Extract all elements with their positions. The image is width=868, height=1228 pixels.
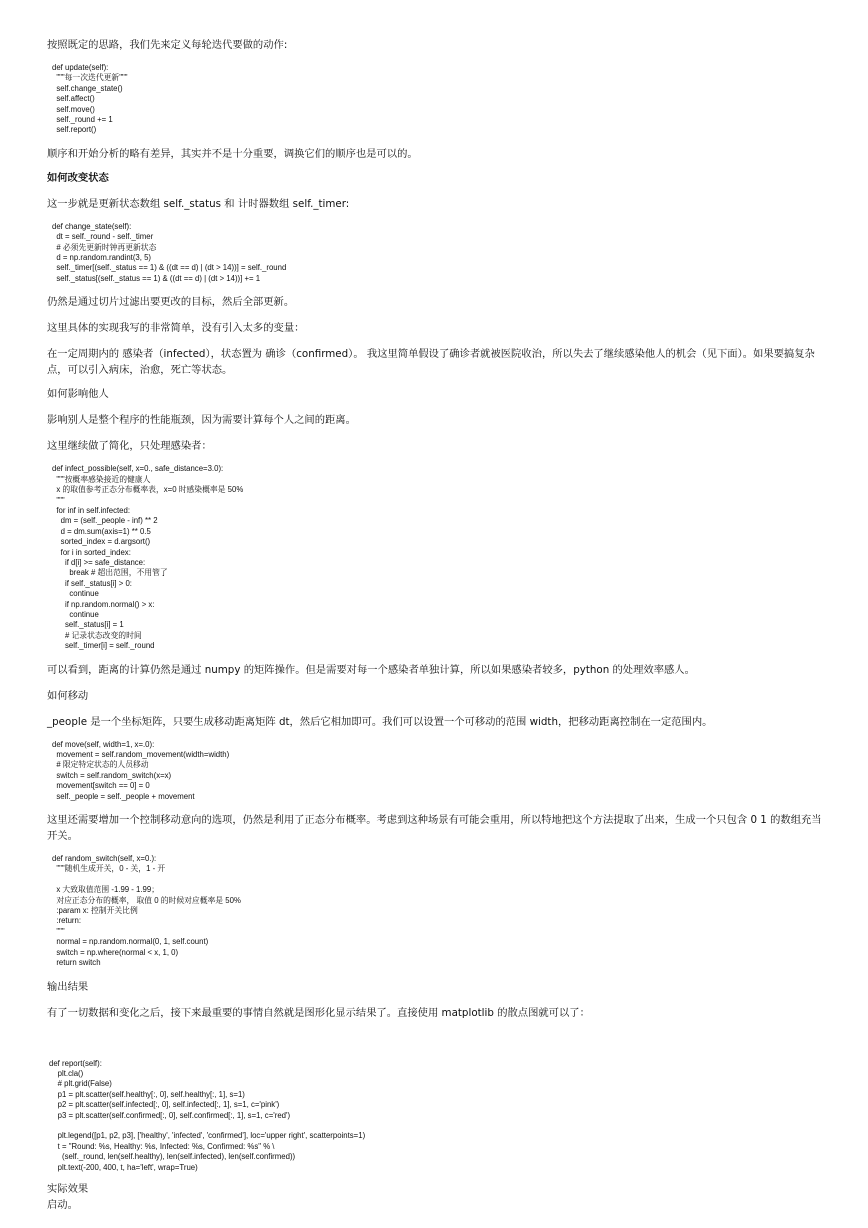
heading-output: 输出结果 [47, 980, 89, 993]
start-text: 启动。 [47, 1198, 78, 1211]
simple-text: 这里具体的实现我写的非常简单，没有引入太多的变量： [47, 322, 305, 335]
code-infect: def infect_possible(self, x=0., safe_distance=3.0): """按概率感染接近的健康人 x 的取值参考正态分布概率表，x=0 时感染概率是 50% """ for inf in self.infected: dm = (self._people - inf) ** 2 d = dm.sum(axis=1) ** 0.5 sorted_index = d.argsort() for i in sorted_index: if d[i] >= safe_distance: break # 超出范围，不用管了 if self._status[i] > 0: continue if np.random.normal() > x: continue self._status[i] = 1 # 记录状态改变的时间 self._timer[i] = self._round [52, 464, 244, 651]
output-text: 有了一切数据和变化之后，接下来最重要的事情自然就是图形化显示结果了。直接使用 matplotlib 的散点图就可以了： [47, 1006, 590, 1019]
heading-change-state: 如何改变状态 [47, 171, 109, 184]
switch-text: 这里还需要增加一个控制移动意向的选项，仍然是利用了正态分布概率。考虑到这种场景有可能会重用，所以特地把这个方法提取了出来，生成一个只包含 0 1 的数组充当开关。 [47, 814, 822, 843]
affect-text-2: 这里继续做了简化，只处理感染者： [47, 440, 212, 453]
article [47, 37, 827, 1213]
code-move: def move(self, width=1, x=.0): movement = self.random_movement(width=width) # 限定特定状态的人员移动 switch = self.random_switch(x=x) movement[switch == 0] = 0 self._people = self._people + movement [52, 739, 230, 801]
heading-affect: 如何影响他人 [47, 388, 109, 401]
code-update: def update(self): """每一次迭代更新""" self.change_state() self.affect() self.move() self._round += 1 self.report() [52, 63, 128, 135]
order-text: 顺序和开始分析的略有差异，其实并不是十分重要，调换它们的顺序也是可以的。 [47, 147, 418, 160]
intro-text: 按照既定的思路，我们先来定义每轮迭代要做的动作: [47, 39, 288, 51]
slice-text: 仍然是通过切片过滤出要更改的目标，然后全部更新。 [47, 296, 295, 309]
code-switch: def random_switch(self, x=0.): """随机生成开关，0 - 关，1 - 开 x 大致取值范围 -1.99 - 1.99； 对应正态分布的概率， 取值 0 的时候对应概率是 50% :param x: 控制开关比例 :return: """ normal = np.random.normal(0, 1, self.count) switch = np.where(normal < x, 1, 0) return switch [52, 854, 241, 968]
code-report: def report(self): plt.cla() # plt.grid(False) p1 = plt.scatter(self.healthy[:, 0], self.healthy[:, 1], s=1) p2 = plt.scatter(self.infected[:, 0], self.infected[:, 1], s=1, c='pink') p3 = plt.scatter(self.confirmed[:, 0], self.confirmed[:, 1], s=1, c='red') plt.legend([p1, p2, p3], ['healthy', 'infected', 'confirmed'], loc='upper right', scatterpoints=1) t = "Round: %s, Healthy: %s, Infected: %s, Confirmed: %s" % \ (self._round, len(self.healthy), len(self.infected), len(self.confirmed)) plt.text(-200, 400, t, ha='left', wrap=True) [49, 1058, 366, 1172]
move-text: _people 是一个坐标矩阵，只要生成移动距离矩阵 dt，然后它相加即可。我们可以设置一个可移动的范围 width，把移动距离控制在一定范围内。 [47, 715, 713, 728]
numpy-text: 可以看到，距离的计算仍然是通过 numpy 的矩阵操作。但是需要对每一个感染者单独计算，所以如果感染者较多，python 的处理效率感人。 [47, 663, 695, 676]
change-state-text: 这一步就是更新状态数组 self._status 和 计时器数组 self._timer: [47, 197, 350, 210]
detail-text: 在一定周期内的 感染者（infected），状态置为 确诊（confirmed）。 我这里简单假设了确诊者就被医院收治，所以失去了继续感染他人的机会（见下面）。如果要搞复杂点，可以引入病床，治愈，死亡等状态。 [47, 348, 815, 377]
heading-move: 如何移动 [47, 689, 89, 702]
code-change-state: def change_state(self): dt = self._round - self._timer # 必须先更新时钟再更新状态 d = np.random.randint(3, 5) self._timer[(self._status == 1) & ((dt == d) | (dt > 14))] = self._round self._status[(self._status == 1) & ((dt == d) | (dt > 14))] += 1 [52, 221, 287, 283]
heading-effect: 实际效果 [47, 1182, 89, 1195]
affect-text: 影响别人是整个程序的性能瓶颈，因为需要计算每个人之间的距离。 [47, 414, 356, 427]
